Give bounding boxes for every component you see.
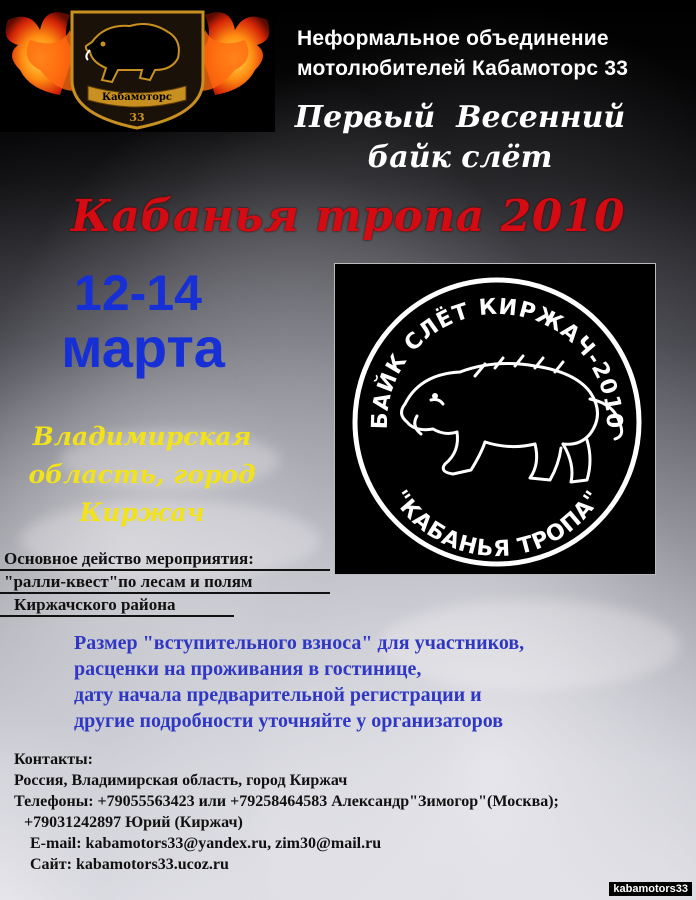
boar-icon [401,356,621,482]
event-days: 12-14 [74,265,202,321]
location-line-2: область, город [28,460,256,489]
watermark: kabamotors33 [609,882,692,896]
emblem-arc-bottom-path: "КАБАНЬЯ ТРОПА" [387,486,607,563]
logo-number: 33 [129,111,145,124]
organization-line-2: мотолюбителей Кабамоторс 33 [297,57,629,80]
participation-info [74,630,694,734]
organization-name [297,24,687,84]
contacts-phones-2: +79031242897 Юрий (Киржач) [24,814,243,831]
event-subtitle [270,98,650,178]
subtitle-line-1: Первый Весенний [294,100,626,135]
activity-line-1: Основное действо мероприятия: [0,548,330,571]
contacts [14,749,694,875]
contacts-email: E-mail: kabamotors33@yandex.ru, zim30@mail.ru [30,835,382,852]
contacts-phones: Телефоны: +79055563423 или +79258464583 Александр"Зимогор"(Москва); [14,793,559,810]
info-line-1: Размер "вступительного взноса" для участников, [74,632,525,654]
activity-line-2: "ралли-квест"по лесам и полям [0,571,330,594]
info-line-2: расценки на проживания в гостинице, [74,658,422,680]
event-month: марта [61,316,225,379]
club-logo [0,0,275,132]
location-line-3: Киржач [79,498,205,527]
event-title: Кабанья тропа 2010 [70,191,626,242]
contacts-heading: Контакты: [14,751,93,768]
organization-line-1: Неформальное объединение [297,27,609,50]
contacts-address: Россия, Владимирская область, город Киржач [14,772,348,789]
info-line-3: дату начала предварительной регистрации и [74,684,482,706]
contacts-site: Сайт: kabamotors33.ucoz.ru [30,856,229,873]
rally-emblem [334,263,656,575]
subtitle-line-2: байк слёт [367,140,553,175]
info-line-4: другие подробности уточняйте у организаторов [74,710,504,732]
svg-text:"КАБАНЬЯ ТРОПА" [387,486,607,562]
emblem-arc-top-path: БАЙК СЛЁТ КИРЖАЧ-2010 [367,294,627,430]
activity-line-3: Киржачского района [0,594,234,617]
location-line-1: Владимирская [32,422,252,451]
logo-text: Кабамоторс [101,92,173,103]
event-location [22,418,262,532]
main-activity [0,548,340,617]
